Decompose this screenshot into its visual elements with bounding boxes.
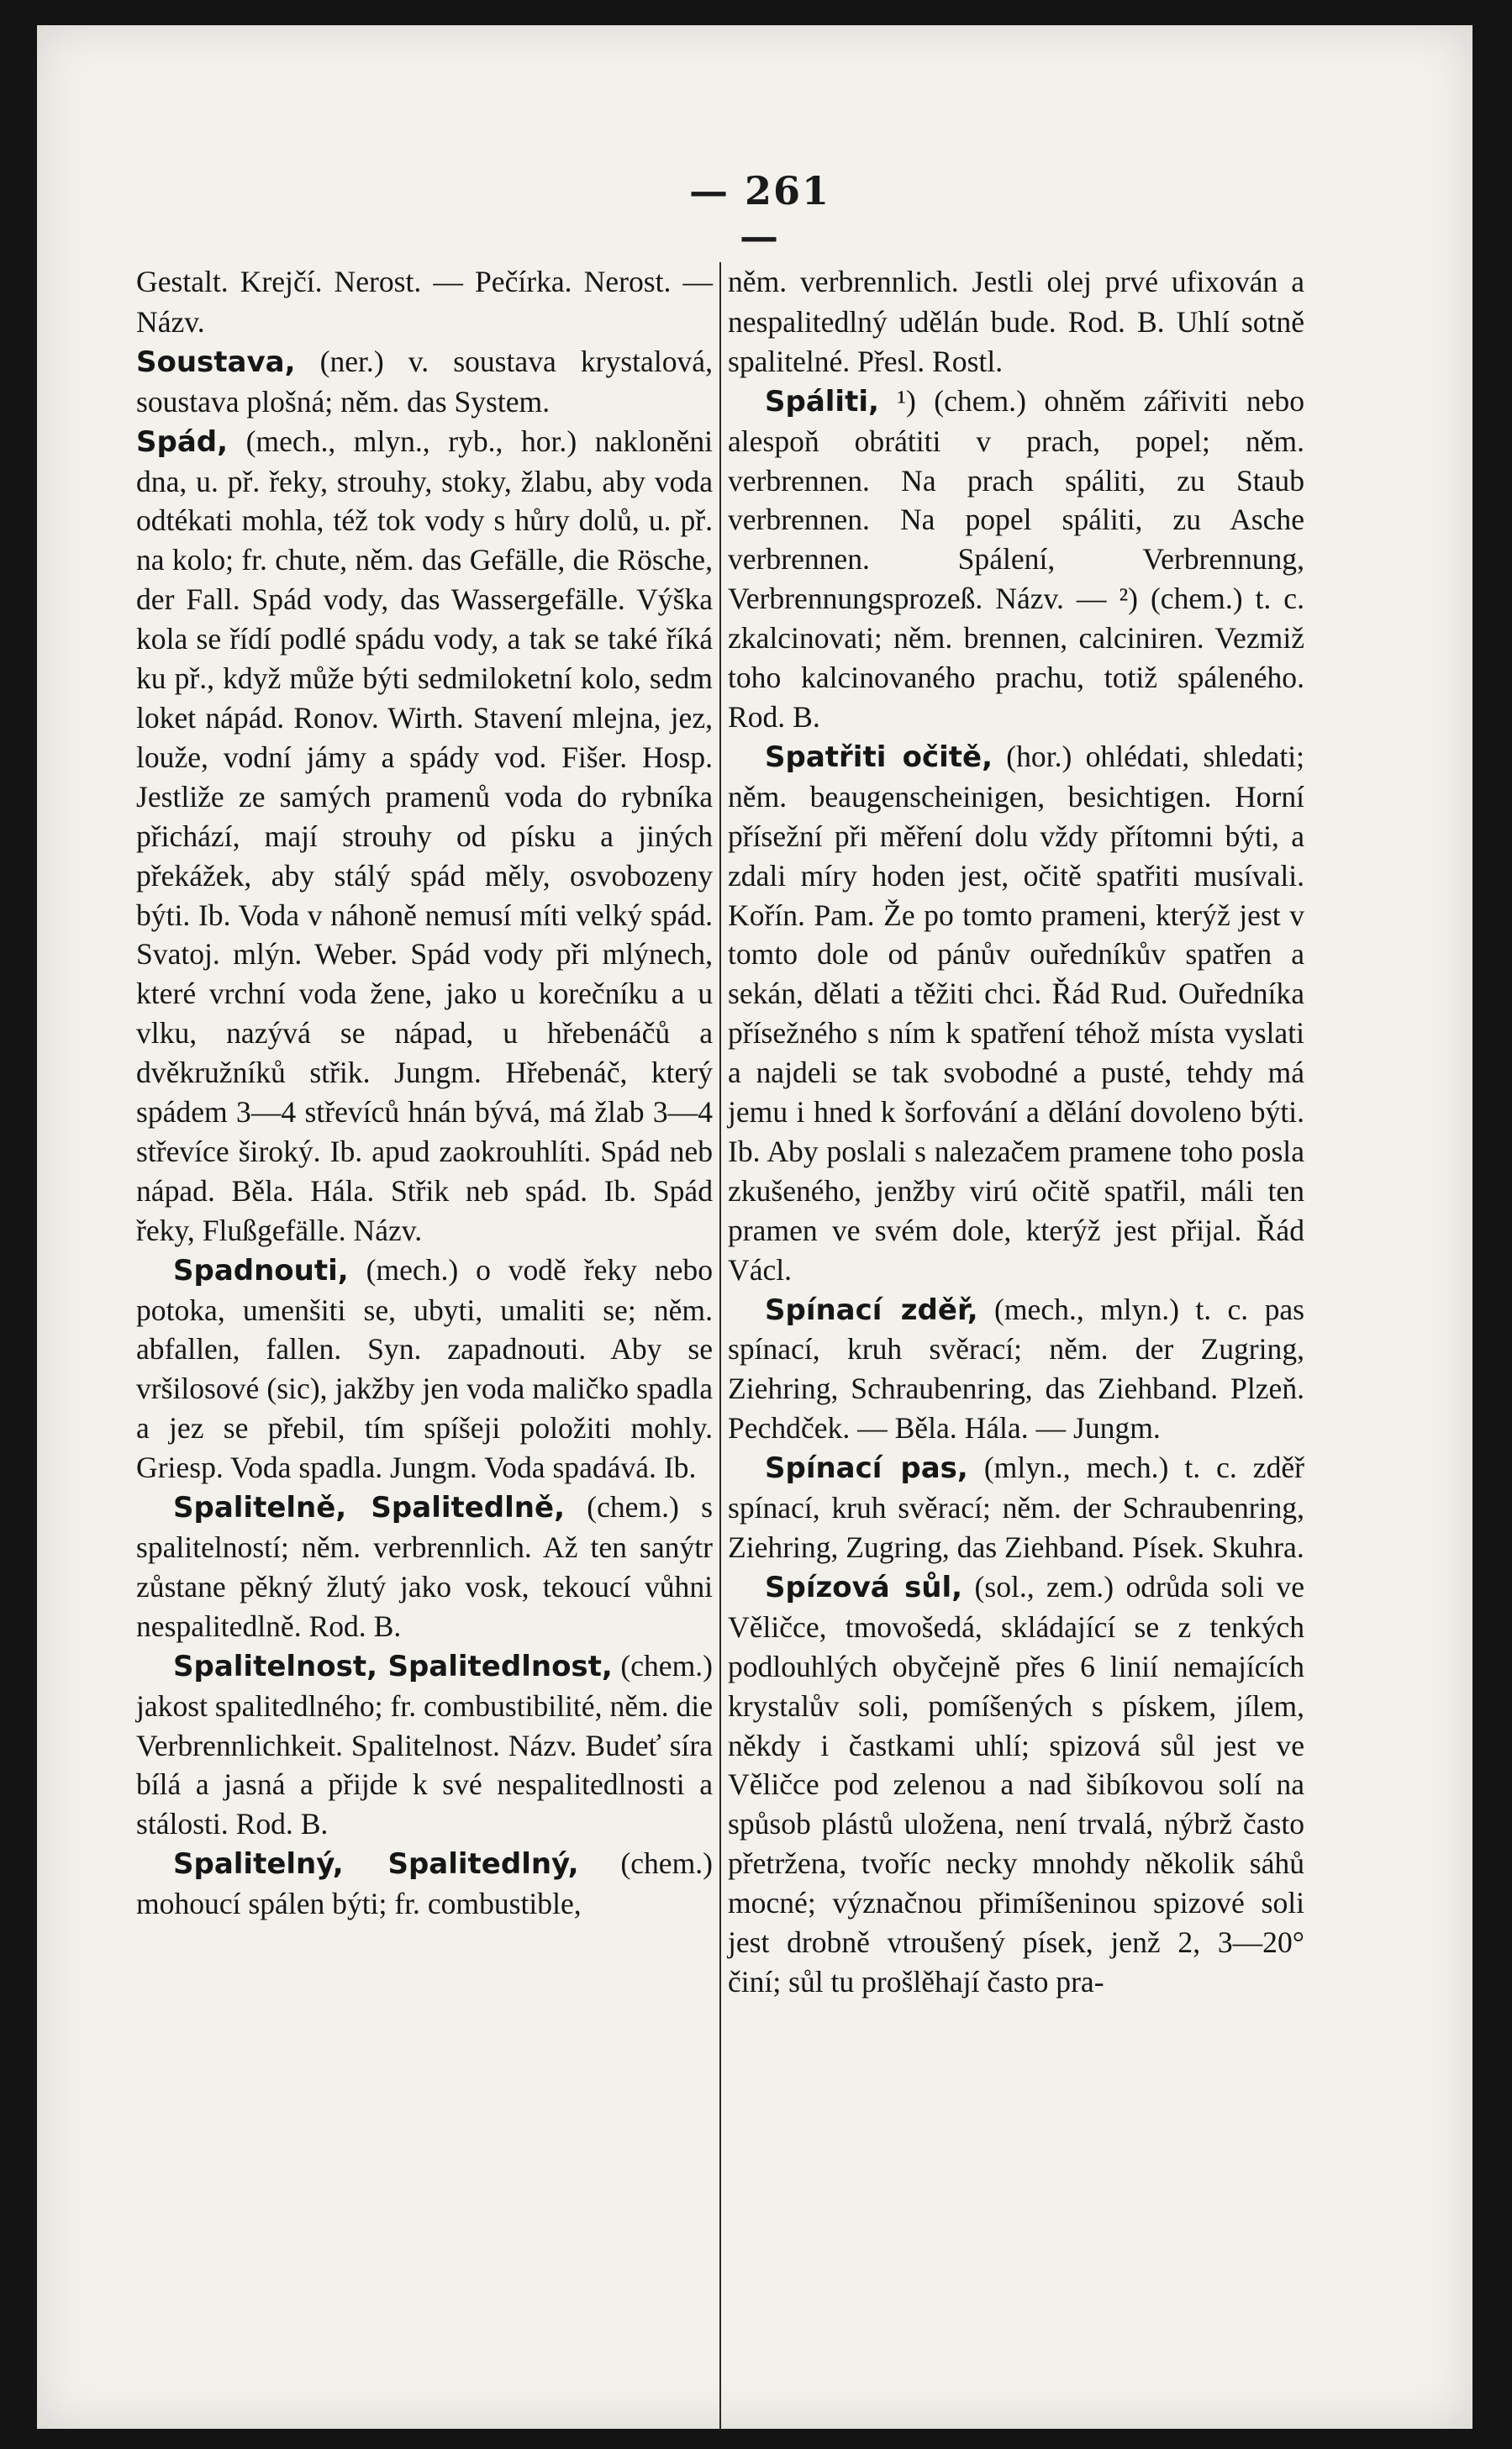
entry-text: Gestalt. Krejčí. Nerost. — Pečírka. Nerost. — Názv. bbox=[136, 265, 713, 339]
entry-text: ¹) (chem.) ohněm zářiviti nebo alespoň obrátiti v prach, popel; něm. verbrennen. Na prach spáliti, zu Staub verbrennen. Na popel spáliti, zu Asche verbrennen. Spálení, Verbrennung, Verbrennungsprozeß. Názv. — ²) (chem.) t. c. zkalcinovati; něm. brennen, calciniren. Vezmiž toho kalcinovaného prachu, totiž spáleného. Rod. B. bbox=[728, 383, 1304, 734]
entry bbox=[136, 1251, 713, 1488]
headword: Spínací pas, bbox=[765, 1451, 968, 1486]
column-divider bbox=[719, 262, 721, 2431]
headword: Soustava, bbox=[136, 345, 296, 379]
entry-text: (hor.) ohlédati, shledati; něm. beaugenscheinigen, besichtigen. Horní přísežní při měření dolu vždy přítomni býti, a zdali míry hoden jest, očitě spatřiti musívali. Kořín. Pam. Že po tomto prameni, kterýž jest v tomto dole od pánův ouředníkův spatřen a sekán, dělati a těžiti chci. Řád Rud. Ouředníka přísežného s ním k spatření téhož místa vyslati a najdeli se tak svobodné a pusté, tehdy má jemu i hned k šorfování a dělání dovoleno býti. Ib. Aby poslali s nalezačem pramene toho posla zkušeného, jenžby virú očitě spatřil, máli ten pramen ve svém dole, kterýž jest přijal. Řád Václ. bbox=[728, 739, 1304, 1287]
entry-text: (ner.) v. soustava krystalová, soustava plošná; něm. das System. bbox=[136, 344, 713, 419]
entry-text: (mech., mlyn., ryb., hor.) nakloněni dna, u. př. řeky, strouhy, stoky, žlabu, aby voda odtékati mohla, též tok vody s hůry dolů, u. př. na kolo; fr. chute, něm. das Gefälle, die Rösche, der Fall. Spád vody, das Wassergefälle. Výška kola se řídí podlé spádu vody, a tak se také říká ku př., když může býti sedmiloketní kolo, sedm loket nápád. Ronov. Wirth. Stavení mlejna, jez, louže, vodní jámy a spády vod. Fišer. Hosp. Jestliže ze samých pramenů voda do rybníka přichází, mají strouhy od písku a jiných překážek, aby stálý spád měly, osvobozeny býti. Ib. Voda v náhoně nemusí míti velký spád. Svatoj. mlýn. Weber. Spád vody při mlýnech, které vrchní voda žene, jako u korečníku a u vlku, nazývá se nápad, u hřebenáčů a dvěkružníků střik. Jungm. Hřebenáč, který spádem 3—4 střevíců hnán bývá, má žlab 3—4 střevíce široký. Ib. apud zaokrouhlíti. Spád neb nápad. Běla. Hála. Střik neb spád. Ib. Spád řeky, Flußgefälle. Názv. bbox=[136, 424, 713, 1247]
entry-text: (mlyn., mech.) t. c. zděř spínací, kruh svěrací; něm. der Schraubenring, Ziehring, Zugring, das Ziehband. Písek. Skuhra. bbox=[728, 1451, 1305, 1564]
headword: Spatřiti očitě, bbox=[765, 740, 993, 774]
entry bbox=[728, 737, 1304, 1290]
entry-text: něm. verbrennlich. Jestli olej prvé ufixován a nespalitedlný udělán bude. Rod. B. Uhlí sotně spalitelné. Přesl. Rostl. bbox=[728, 265, 1304, 378]
left-column bbox=[136, 262, 713, 1924]
entry bbox=[136, 1488, 713, 1646]
headword: Spízová sůl, bbox=[765, 1570, 963, 1604]
headword: Spadnouti, bbox=[173, 1253, 349, 1288]
entry bbox=[136, 342, 713, 422]
entry bbox=[728, 1567, 1304, 2002]
entry bbox=[136, 262, 713, 342]
headword: Spád, bbox=[136, 424, 229, 459]
headword: Spalitelný, Spalitedlný, bbox=[173, 1847, 579, 1882]
headword: Spáliti, bbox=[765, 384, 879, 419]
entry-text: (sol., zem.) odrůda soli ve Věličce, tmovošedá, skládající se z tenkých podlouhlých obyčejně přes 6 linií nemajících krystalův soli, pomíšených s pískem, jílem, někdy i častkami uhlí; spizová sůl jest ve Věličce pod zelenou a nad šibíkovou solí na spůsob plástů uložena, není trvalá, nýbrž často přetržena, tvoříc necky mnohdy několik sáhů mocné; význačnou přimíšeninou spizové soli jest drobně vtroušený písek, jenž 2, 3—20° činí; sůl tu prošlěhají často pra- bbox=[728, 1569, 1305, 1999]
entry bbox=[728, 1448, 1304, 1567]
entry bbox=[728, 1290, 1304, 1449]
entry-text: (chem.) mohoucí spálen býti; fr. combustible, bbox=[136, 1846, 713, 1921]
entry-text: (mech.) o vodě řeky nebo potoka, umenšiti se, ubyti, umaliti se; něm. abfallen, fallen. Syn. zapadnouti. Aby se vršilosové (sic), jakžby jen voda maličko spadla a jez se přebil, tím spíšeji položiti mohly. Griesp. Voda spadla. Jungm. Voda spadává. Ib. bbox=[136, 1252, 713, 1485]
entry-text: (chem.) s spalitelností; něm. verbrennlich. Až ten sanýtr zůstane pěkný žlutý jako vosk, tekoucí vůhni nespalitedlně. Rod. B. bbox=[136, 1490, 713, 1643]
entry bbox=[136, 422, 713, 1251]
entry bbox=[728, 262, 1304, 382]
book-page bbox=[37, 25, 1472, 2429]
entry-text: (chem.) jakost spalitedlného; fr. combustibilité, něm. die Verbrennlichkeit. Spalitelnost. Názv. Budeť síra bílá a jasná a přijde k své nespalitedlnosti a stálosti. Rod. B. bbox=[136, 1648, 713, 1841]
headword: Spalitelnost, Spalitedlnost, bbox=[173, 1649, 613, 1683]
entry bbox=[136, 1646, 713, 1845]
right-column bbox=[728, 262, 1304, 2002]
headword: Spínací zděř, bbox=[765, 1293, 978, 1327]
headword: Spalitelně, Spalitedlně, bbox=[173, 1491, 565, 1525]
page-number: — 261 — bbox=[688, 168, 831, 259]
entry bbox=[136, 1844, 713, 1924]
entry-text: (mech., mlyn.) t. c. pas spínací, kruh svěrací; něm. der Zugring, Ziehring, Schraubenring, das Ziehband. Plzeň. Pechdček. — Běla. Hála. — Jungm. bbox=[728, 1292, 1304, 1446]
entry bbox=[728, 382, 1304, 737]
